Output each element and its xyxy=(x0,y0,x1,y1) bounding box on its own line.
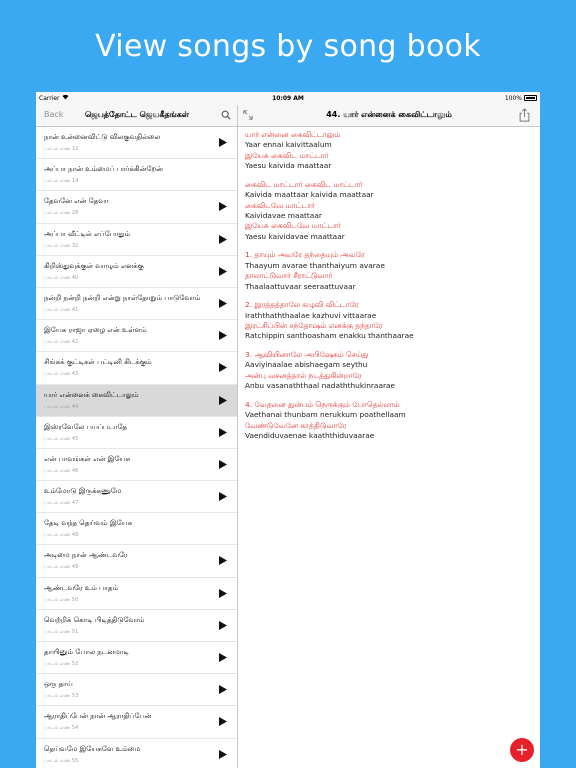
lyric-line-transliteration: Anbu vasanaththaal nadaththukinraarae xyxy=(245,381,396,391)
play-icon[interactable] xyxy=(219,750,227,759)
app-screen xyxy=(36,92,540,768)
song-item-number: பாடல் எண் 46 xyxy=(44,467,79,474)
lyric-line-tamil: அன்பு வசனத்தால் நடத்துகின்றாரே xyxy=(245,370,362,380)
song-item-title: அப்பா வீட்டில் எப்போதும் xyxy=(44,229,131,238)
play-icon[interactable] xyxy=(219,621,227,630)
song-item-number: பாடல் எண் 49 xyxy=(44,564,79,571)
add-button[interactable] xyxy=(510,738,534,762)
lyric-line-transliteration: Vaendiduvaenae kaaththiduvaarae xyxy=(245,431,375,441)
song-item-title: சிங்கக் குட்டிகள் பட்டினி கிடக்கும் xyxy=(44,358,152,367)
song-item-number: பாடல் எண் 14 xyxy=(44,178,79,185)
battery-icon xyxy=(524,95,537,101)
song-item-title: தெய்வமே இயேசுவே உம்மை xyxy=(44,744,141,753)
list-item[interactable] xyxy=(36,288,237,320)
list-item[interactable] xyxy=(36,578,237,610)
lyric-line-tamil: 2. இரத்தத்தாலே கழுவி விட்டாரே xyxy=(245,300,359,310)
play-icon[interactable] xyxy=(219,299,227,308)
lyric-line-transliteration: Kaividavae maattaar xyxy=(245,211,322,221)
lyric-line-transliteration: Ratchippin santhoasham enakku thanthaarae xyxy=(245,331,414,341)
navigation-bar xyxy=(36,105,540,127)
song-item-title: என் பாவங்கள் என் இயேசு xyxy=(44,454,131,463)
status-time: 10:09 AM xyxy=(272,95,304,102)
play-icon[interactable] xyxy=(219,492,227,501)
lyric-line-transliteration: Yaesu kaividavae maattaar xyxy=(245,231,345,241)
song-item-number: பாடல் எண் 40 xyxy=(44,274,79,281)
song-item-title: யார் என்னைக் கைவிட்டாலும் xyxy=(44,390,139,399)
lyric-line-tamil: இரட்சிப்பின் சந்தோஷம் எனக்கு தந்தாரே xyxy=(245,321,383,330)
play-icon[interactable] xyxy=(219,589,227,598)
list-item[interactable] xyxy=(36,545,237,577)
song-item-title: உம்மோடு இருக்கணுமே xyxy=(44,487,122,496)
play-icon[interactable] xyxy=(219,685,227,694)
lyric-line-transliteration: Thaayum avarae thanthaiyum avarae xyxy=(245,260,385,270)
song-item-title: நன்றி நன்றி நன்றி என்று நாள்தோறும் பாடுவோம் xyxy=(44,293,201,302)
lyric-line-tamil: கைவிட மாட்டார் கைவிட மாட்டார் xyxy=(245,179,363,189)
song-item-title: கிறிஸ்துவுக்குள் வாழும் எனக்கு xyxy=(44,261,144,270)
lyric-stanza xyxy=(245,130,340,172)
list-item[interactable] xyxy=(36,159,237,191)
song-item-number: பாடல் எண் 50 xyxy=(44,596,79,603)
play-icon[interactable] xyxy=(219,202,227,211)
list-item[interactable] xyxy=(36,320,237,352)
lyric-line-tamil: 3. ஆவியினாலே அபிஷேகம் செய்து xyxy=(245,350,369,359)
song-item-number: பாடல் எண் 44 xyxy=(44,403,79,410)
lyric-line-transliteration: Aaviyinaalae abishaegam seythu xyxy=(245,360,368,370)
song-item-number: பாடல் எண் 53 xyxy=(44,693,79,700)
lyric-line-tamil: இயேசு கைவிடவே மாட்டார் xyxy=(245,221,341,231)
song-item-number: பாடல் எண் 28 xyxy=(44,210,79,217)
songbook-title: ஜெபத்தோட்ட ஜெயகீதங்கள் xyxy=(84,110,190,119)
song-item-number: பாடல் எண் 55 xyxy=(44,757,79,764)
song-item-title: வெற்றிக் கொடி பிடித்திடுவோம் xyxy=(44,615,145,624)
status-bar xyxy=(36,92,540,105)
song-item-number: பாடல் எண் 42 xyxy=(44,339,79,346)
song-item-number: பாடல் எண் 45 xyxy=(44,435,79,442)
list-item[interactable] xyxy=(36,610,237,642)
list-item[interactable] xyxy=(36,417,237,449)
lyric-stanza xyxy=(245,250,385,292)
song-item-title: ஆண்டவரே உம் பாதம் xyxy=(44,583,119,592)
lyric-line-tamil: தாலாட்டுவார் சீராட்டுவார் xyxy=(245,271,333,281)
list-nav xyxy=(36,105,238,127)
play-icon[interactable] xyxy=(219,556,227,565)
song-item-number: பாடல் எண் 48 xyxy=(44,532,79,539)
lyric-stanza xyxy=(245,350,395,392)
song-item-title: தாயினும் போல நடனமாடி xyxy=(44,648,129,656)
song-title: 44. யார் என்னைக் கைவிட்டாலும் xyxy=(326,110,452,119)
lyric-line-tamil: இயேசு கைவிட மாட்டார் xyxy=(245,150,329,160)
list-item[interactable] xyxy=(36,706,237,738)
lyric-stanza xyxy=(245,400,406,442)
song-item-title: அடிமை நான் ஆண்டவரே xyxy=(44,551,128,560)
song-item-title: ஆராதிப்பேன் நான் ஆராதிப்பேன் xyxy=(44,712,152,721)
list-item[interactable] xyxy=(36,256,237,288)
lyric-line-tamil: யார் என்னை கைவிட்டாலும் xyxy=(245,130,341,139)
list-item[interactable] xyxy=(36,674,237,706)
play-icon[interactable] xyxy=(219,331,227,340)
song-item-number: பாடல் எண் 41 xyxy=(44,306,79,313)
song-item-number: பாடல் எண் 43 xyxy=(44,371,79,378)
lyric-line-transliteration: Kaivida maattaar kaivida maattaar xyxy=(245,190,374,200)
promo-banner-title: View songs by song book xyxy=(95,28,481,64)
lyric-line-transliteration: Yaar ennai kaivittaalum xyxy=(245,140,332,150)
lyric-stanza xyxy=(245,300,414,342)
song-item-number: பாடல் எண் 12 xyxy=(44,146,79,152)
lyric-line-transliteration: Iraththaththaalae kazhuvi vittaarae xyxy=(245,310,377,320)
song-list xyxy=(36,127,238,768)
song-item-title: அப்பா நான் உம்மைப் பார்க்கின்றேன் xyxy=(44,165,163,174)
song-item-title: தேவனே என் தேவா xyxy=(44,197,109,206)
lyric-line-transliteration: Vaethanai thunbam nerukkum poathellaam xyxy=(245,410,406,420)
list-item[interactable] xyxy=(36,191,237,223)
list-item[interactable] xyxy=(36,449,237,481)
play-icon[interactable] xyxy=(219,460,227,469)
song-item-number: பாடல் எண் 47 xyxy=(44,500,79,507)
list-item[interactable] xyxy=(36,224,237,256)
carrier-label: Carrier xyxy=(39,95,60,102)
song-item-title: நான் உன்னைவிட்டு விலகுவதில்லை xyxy=(44,133,161,141)
list-item[interactable] xyxy=(36,739,237,768)
list-item[interactable] xyxy=(36,481,237,513)
lyric-line-tamil: கைவிடவே மாட்டார் xyxy=(245,200,315,210)
play-icon[interactable] xyxy=(219,235,227,244)
list-item[interactable] xyxy=(36,642,237,674)
song-item-title: இஸ்ரவேலே பயப்படாதே xyxy=(44,422,128,431)
share-icon[interactable] xyxy=(519,108,530,122)
search-icon[interactable] xyxy=(221,110,231,120)
song-item-title: தேடி வந்த தெய்வம் இயேசு xyxy=(44,519,133,528)
song-item-title: இயேசு ராஜா ஏழை என் உள்ளம் xyxy=(44,326,147,335)
list-item[interactable] xyxy=(36,385,237,417)
list-item[interactable] xyxy=(36,352,237,384)
play-icon[interactable] xyxy=(219,653,227,662)
song-item-number: பாடல் எண் 52 xyxy=(44,661,79,667)
list-item[interactable] xyxy=(36,127,237,159)
play-icon[interactable] xyxy=(219,428,227,437)
song-item-number: பாடல் எண் 54 xyxy=(44,725,79,732)
lyric-stanza xyxy=(245,180,374,242)
play-icon[interactable] xyxy=(219,396,227,405)
lyric-line-transliteration: Thaalaattuvaar seeraattuvaar xyxy=(245,281,356,291)
play-icon[interactable] xyxy=(219,363,227,372)
song-item-number: பாடல் எண் 51 xyxy=(44,628,79,635)
play-icon[interactable] xyxy=(219,717,227,726)
lyric-line-tamil: வேண்டுவேனே காத்திடுவாரே xyxy=(245,420,347,430)
lyric-line-tamil: 4. வேதனை துன்பம் நெருக்கும் போதெல்லாம் xyxy=(245,399,400,409)
song-item-number: பாடல் எண் 32 xyxy=(44,242,79,249)
play-icon[interactable] xyxy=(219,267,227,276)
lyric-line-transliteration: Yaesu kaivida maattaar xyxy=(245,161,332,171)
lyrics-panel xyxy=(239,127,540,768)
back-button[interactable]: Back xyxy=(44,110,64,119)
play-icon[interactable] xyxy=(219,138,227,147)
lyric-line-tamil: 1. தாயும் அவரே தந்தையும் அவரே xyxy=(245,250,365,260)
battery-percent: 100% xyxy=(504,95,522,102)
plus-icon: + xyxy=(515,740,529,759)
list-item[interactable] xyxy=(36,513,237,545)
song-item-title: ஒரு தாய் xyxy=(44,680,73,689)
